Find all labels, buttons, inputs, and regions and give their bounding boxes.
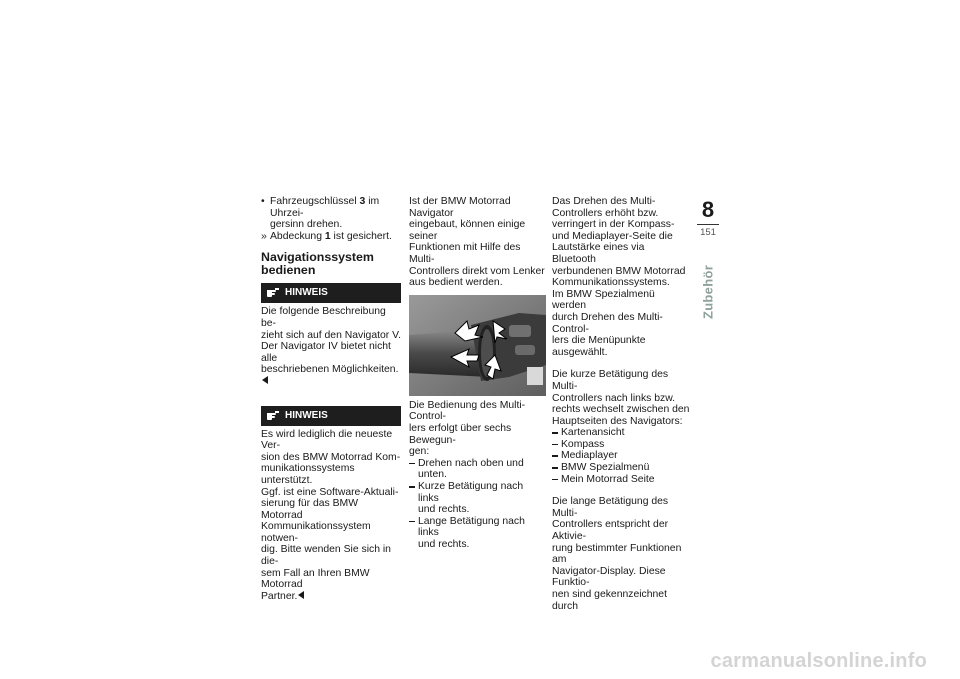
section-heading: Navigationssystem bedienen	[261, 250, 374, 278]
list-item: Lange Betätigung nach links und rechts.	[409, 516, 546, 551]
chapter-side-label: Zubehör	[700, 264, 716, 320]
dash-icon	[409, 486, 415, 488]
paragraph: Das Drehen des Multi- Controllers erhöht bzw. verringert in der Kompass- und Mediaplayer-Seite die Lautstärke eines via Bluetooth verbundenen BMW Motorrad Kommunikationssystems. Im BMW Spezialmenü werden durch Drehen des Multi-Control- lers die Menüpunkte ausgewählt.	[552, 196, 686, 358]
end-triangle-icon	[262, 376, 268, 384]
column-3	[552, 196, 690, 612]
dash-icon	[552, 432, 558, 434]
dash-icon	[409, 463, 415, 465]
hand-pointer-icon	[266, 410, 280, 421]
list-item: Kompass	[552, 439, 690, 451]
note-label: HINWEIS	[285, 409, 328, 421]
note-label: HINWEIS	[285, 287, 328, 299]
result-arrow-icon: »	[261, 230, 267, 242]
hand-pointer-icon	[266, 287, 280, 298]
page-number: 151	[700, 227, 716, 238]
dash-icon	[552, 467, 558, 469]
list-item: BMW Spezialmenü	[552, 462, 690, 474]
list-item: Kartenansicht	[552, 427, 690, 439]
dash-icon	[552, 455, 558, 457]
list-item: Mediaplayer	[552, 450, 690, 462]
dash-icon	[409, 521, 415, 523]
note-header	[261, 406, 401, 426]
movements-intro: Die Bedienung des Multi-Control- lers erfolgt über sechs Bewegun- gen:	[409, 399, 526, 458]
column-2	[409, 196, 546, 550]
note-text: Die folgende Beschreibung be- zieht sich auf den Navigator V. Der Navigator IV bietet nicht alle beschriebenen Möglichkeiten.	[261, 306, 401, 387]
list-item: Drehen nach oben und unten.	[409, 458, 546, 481]
dash-icon	[552, 479, 558, 481]
paragraph: Die kurze Betätigung des Multi- Controllers nach links bzw. rechts wechselt zwischen den Hauptseiten des Navigators:	[552, 369, 690, 427]
list-item: Kurze Betätigung nach links und rechts.	[409, 481, 546, 516]
ref-number: 1	[324, 230, 331, 242]
result-item: » Abdeckung 1 ist gesichert.	[261, 230, 392, 242]
note-text: Es wird lediglich die neueste Ver- sion des BMW Motorrad Kom- munikationssystems unterstützt. Ggf. ist eine Software-Aktuali- sierung für das BMW Motorrad Kommunikationssystem notwen- dig. Bitte wenden Sie sich in die- sem Fall an Ihren BMW Motorrad Partner.	[261, 428, 401, 602]
divider	[697, 224, 719, 225]
dash-icon	[552, 444, 558, 446]
chapter-number: 8	[701, 197, 715, 222]
end-triangle-icon	[298, 591, 304, 599]
list-item: Mein Motorrad Seite	[552, 474, 690, 486]
chapter-marker	[697, 197, 719, 239]
watermark: carmanualsonline.info	[710, 650, 927, 672]
ref-number: 3	[359, 196, 366, 207]
bullet-item: • Fahrzeugschlüssel 3 im Uhrzei- gersinn drehen.	[261, 196, 380, 231]
multi-controller-photo	[409, 295, 546, 396]
bullet-dot-icon: •	[261, 196, 265, 207]
note-header	[261, 283, 401, 303]
intro-paragraph: Ist der BMW Motorrad Navigator eingebaut, können einige seiner Funktionen mit Hilfe des Multi- Controllers direkt vom Lenker aus bedient werden.	[409, 196, 545, 289]
paragraph: Die lange Betätigung des Multi- Controllers entspricht der Aktivie- rung bestimmter Funktionen am Navigator-Display. Diese Funktio- nen sind gekennzeichnet durch	[552, 496, 682, 612]
column-1	[261, 196, 401, 602]
